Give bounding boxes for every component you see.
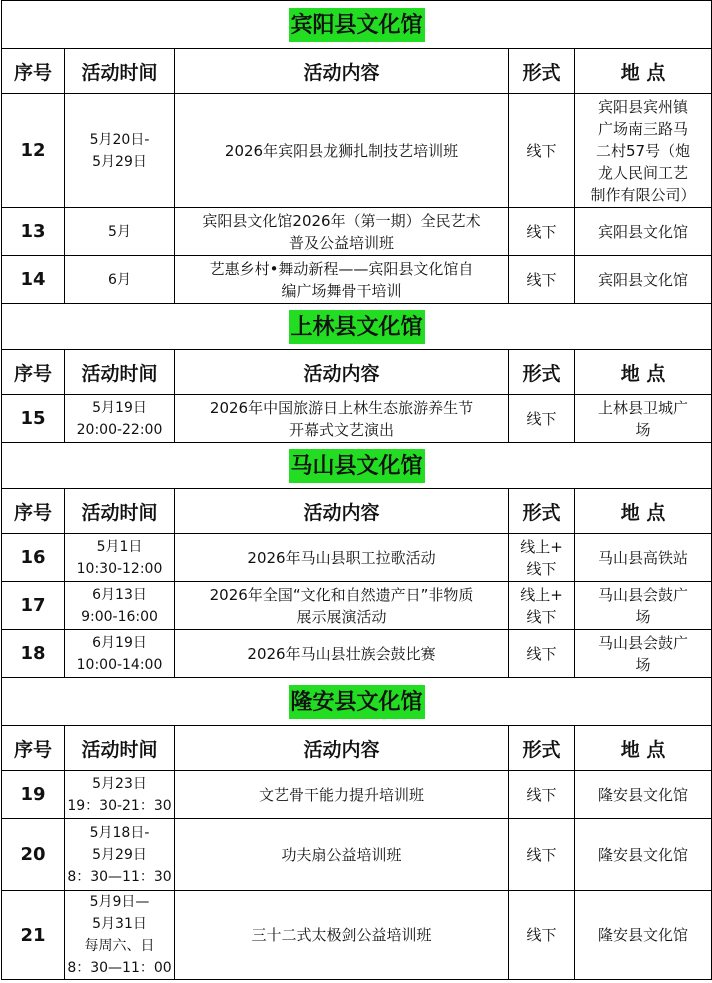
row-number: 16: [2, 534, 65, 582]
activity-place: 宾阳县文化馆: [575, 208, 712, 256]
section-title-cell: [2, 678, 712, 726]
header-place: 地 点: [575, 726, 712, 771]
section-title-cell: [2, 443, 712, 489]
section-title: 宾阳县文化馆: [289, 8, 425, 42]
section-title-cell: [2, 1, 712, 49]
table-row: [2, 891, 712, 980]
header-form: 形式: [509, 350, 575, 395]
section-title: 上林县文化馆: [289, 310, 425, 344]
activity-time: 5月19日 20:00-22:00: [65, 395, 175, 443]
activity-place: 隆安县文化馆: [575, 771, 712, 819]
header-no: 序号: [2, 726, 65, 771]
row-number: 14: [2, 256, 65, 304]
activity-time: 5月9日— 5月31日 每周六、日 8：30—11：00: [65, 891, 175, 980]
header-form: 形式: [509, 726, 575, 771]
table-row: [2, 208, 712, 256]
header-time: 活动时间: [65, 489, 175, 534]
activity-place: 上林县卫城广 场: [575, 395, 712, 443]
activity-place: 马山县会鼓广 场: [575, 630, 712, 678]
activity-time: 6月13日 9:00-16:00: [65, 582, 175, 630]
header-place: 地 点: [575, 489, 712, 534]
header-row: [2, 726, 712, 771]
activity-place: 宾阳县文化馆: [575, 256, 712, 304]
row-number: 15: [2, 395, 65, 443]
table-row: [2, 94, 712, 208]
activity-time: 5月18日- 5月29日 8：30—11：30: [65, 819, 175, 891]
activity-time: 6月: [65, 256, 175, 304]
activity-time: 5月: [65, 208, 175, 256]
activity-form: 线下: [509, 256, 575, 304]
header-row: [2, 49, 712, 94]
activity-form: 线下: [509, 208, 575, 256]
activity-content: 三十二式太极剑公益培训班: [175, 891, 509, 980]
row-number: 18: [2, 630, 65, 678]
section-title: 马山县文化馆: [289, 449, 425, 483]
table-row: [2, 395, 712, 443]
activity-form: 线下: [509, 771, 575, 819]
header-row: [2, 489, 712, 534]
header-form: 形式: [509, 49, 575, 94]
activity-content: 2026年马山县壮族会鼓比赛: [175, 630, 509, 678]
table-row: [2, 630, 712, 678]
activity-content: 艺惠乡村•舞动新程——宾阳县文化馆自 编广场舞骨干培训: [175, 256, 509, 304]
header-time: 活动时间: [65, 726, 175, 771]
activity-content: 2026年宾阳县龙狮扎制技艺培训班: [175, 94, 509, 208]
row-number: 19: [2, 771, 65, 819]
row-number: 21: [2, 891, 65, 980]
activity-time: 6月19日 10:00-14:00: [65, 630, 175, 678]
activity-content: 宾阳县文化馆2026年（第一期）全民艺术 普及公益培训班: [175, 208, 509, 256]
activity-content: 2026年全国“文化和自然遗产日”非物质 展示展演活动: [175, 582, 509, 630]
header-content: 活动内容: [175, 726, 509, 771]
header-form: 形式: [509, 489, 575, 534]
activity-place: 隆安县文化馆: [575, 819, 712, 891]
activity-form: 线下: [509, 819, 575, 891]
activity-form: 线上+ 线下: [509, 582, 575, 630]
row-number: 20: [2, 819, 65, 891]
header-row: [2, 350, 712, 395]
activity-time: 5月20日- 5月29日: [65, 94, 175, 208]
section-title: 隆安县文化馆: [289, 685, 425, 719]
header-no: 序号: [2, 350, 65, 395]
table-row: [2, 819, 712, 891]
activity-form: 线下: [509, 94, 575, 208]
activity-place: 马山县高铁站: [575, 534, 712, 582]
section-title-row: [2, 1, 712, 49]
activity-place: 宾阳县宾州镇 广场南三路马 二村57号（炮 龙人民间工艺 制作有限公司）: [575, 94, 712, 208]
table-row: [2, 534, 712, 582]
header-no: 序号: [2, 49, 65, 94]
row-number: 13: [2, 208, 65, 256]
header-content: 活动内容: [175, 49, 509, 94]
section-title-row: [2, 304, 712, 350]
header-place: 地 点: [575, 49, 712, 94]
row-number: 12: [2, 94, 65, 208]
activity-content: 2026年中国旅游日上林生态旅游养生节 开幕式文艺演出: [175, 395, 509, 443]
activity-content: 文艺骨干能力提升培训班: [175, 771, 509, 819]
activity-time: 5月23日 19：30-21：30: [65, 771, 175, 819]
activity-table: [1, 0, 712, 980]
row-number: 17: [2, 582, 65, 630]
activity-form: 线上+ 线下: [509, 534, 575, 582]
activity-form: 线下: [509, 630, 575, 678]
header-time: 活动时间: [65, 49, 175, 94]
header-content: 活动内容: [175, 489, 509, 534]
table-row: [2, 582, 712, 630]
table-row: [2, 256, 712, 304]
section-title-row: [2, 443, 712, 489]
activity-time: 5月1日 10:30-12:00: [65, 534, 175, 582]
header-time: 活动时间: [65, 350, 175, 395]
table-row: [2, 771, 712, 819]
activity-content: 2026年马山县职工拉歌活动: [175, 534, 509, 582]
header-no: 序号: [2, 489, 65, 534]
header-place: 地 点: [575, 350, 712, 395]
section-title-row: [2, 678, 712, 726]
header-content: 活动内容: [175, 350, 509, 395]
activity-form: 线下: [509, 395, 575, 443]
activity-place: 马山县会鼓广 场: [575, 582, 712, 630]
activity-place: 隆安县文化馆: [575, 891, 712, 980]
section-title-cell: [2, 304, 712, 350]
activity-content: 功夫扇公益培训班: [175, 819, 509, 891]
activity-form: 线下: [509, 891, 575, 980]
